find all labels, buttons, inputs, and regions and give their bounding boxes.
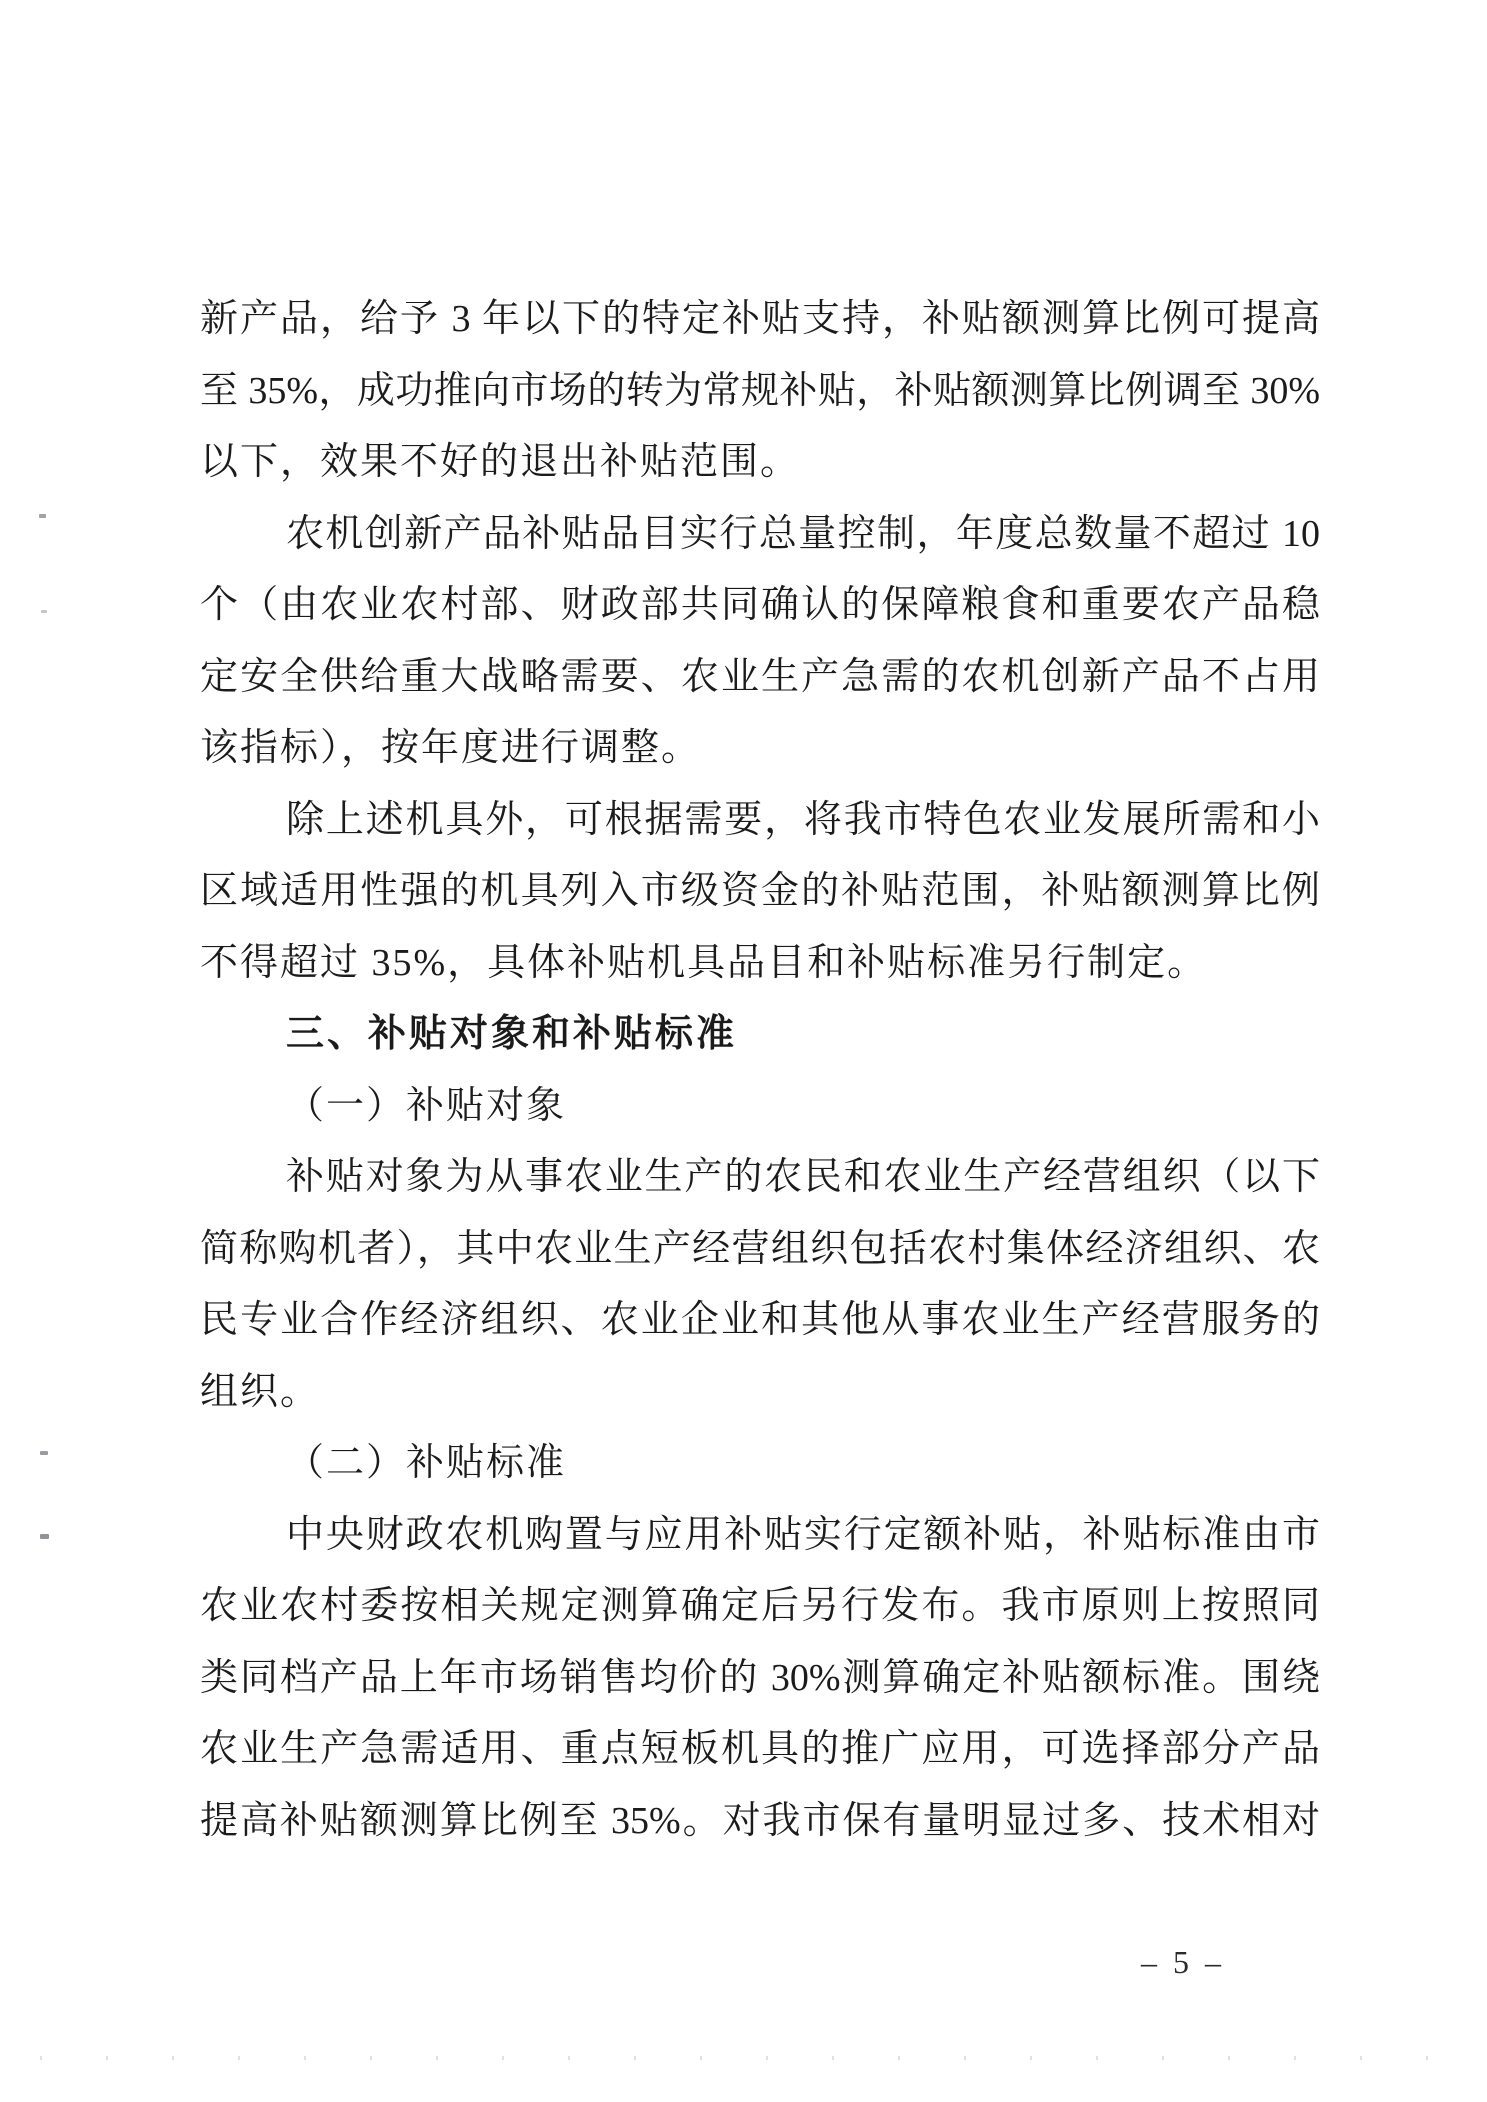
body-line: 新产品，给予 3 年以下的特定补贴支持，补贴额测算比例可提高 xyxy=(200,298,1320,340)
body-line: 中央财政农机购置与应用补贴实行定额补贴，补贴标准由市 xyxy=(286,1513,1320,1556)
body-line: 类同档产品上年市场销售均价的 30%测算确定补贴额标准。围绕 xyxy=(200,1656,1320,1699)
body-line: 除上述机具外，可根据需要，将我市特色农业发展所需和小 xyxy=(286,798,1320,841)
scan-speck xyxy=(39,514,46,518)
scan-speck xyxy=(40,1451,48,1455)
body-line: 该指标），按年度进行调整。 xyxy=(200,727,702,769)
body-line: 简称购机者），其中农业生产经营组织包括农村集体经济组织、农 xyxy=(200,1227,1320,1270)
scan-speck xyxy=(40,1534,49,1539)
body-line: 农业农村委按相关规定测算确定后另行发布。我市原则上按照同 xyxy=(200,1585,1320,1627)
body-line: 提高补贴额测算比例至 35%。对我市保有量明显过多、技术相对 xyxy=(200,1799,1320,1842)
body-line: 农机创新产品补贴品目实行总量控制，年度总数量不超过 10 xyxy=(286,512,1320,555)
subsection-heading-2: （二）补贴标准 xyxy=(286,1442,567,1484)
body-line: 至 35%，成功推向市场的转为常规补贴，补贴额测算比例调至 30% xyxy=(200,369,1320,412)
section-heading: 三、补贴对象和补贴标准 xyxy=(286,1013,738,1055)
body-line: 农业生产急需适用、重点短板机具的推广应用，可选择部分产品 xyxy=(200,1728,1320,1770)
body-line: 不得超过 35%，具体补贴机具品目和补贴标准另行制定。 xyxy=(200,941,1208,984)
body-line: 组织。 xyxy=(200,1370,321,1413)
body-line: 个（由农业农村部、财政部共同确认的保障粮食和重要农产品稳 xyxy=(200,584,1320,626)
body-line: 区域适用性强的机具列入市级资金的补贴范围，补贴额测算比例 xyxy=(200,870,1320,912)
document-text-block xyxy=(200,284,1320,1857)
body-line: 以下，效果不好的退出补贴范围。 xyxy=(200,441,801,483)
scan-edge-noise xyxy=(40,2056,1440,2060)
page-number: – 5 – xyxy=(1141,1944,1225,1980)
scan-speck xyxy=(41,610,47,613)
subsection-heading-1: （一）补贴对象 xyxy=(286,1084,567,1127)
body-line: 民专业合作经济组织、农业企业和其他从事农业生产经营服务的 xyxy=(200,1299,1320,1341)
body-line: 定安全供给重大战略需要、农业生产急需的农机创新产品不占用 xyxy=(200,655,1320,698)
body-line: 补贴对象为从事农业生产的农民和农业生产经营组织（以下 xyxy=(286,1156,1320,1198)
